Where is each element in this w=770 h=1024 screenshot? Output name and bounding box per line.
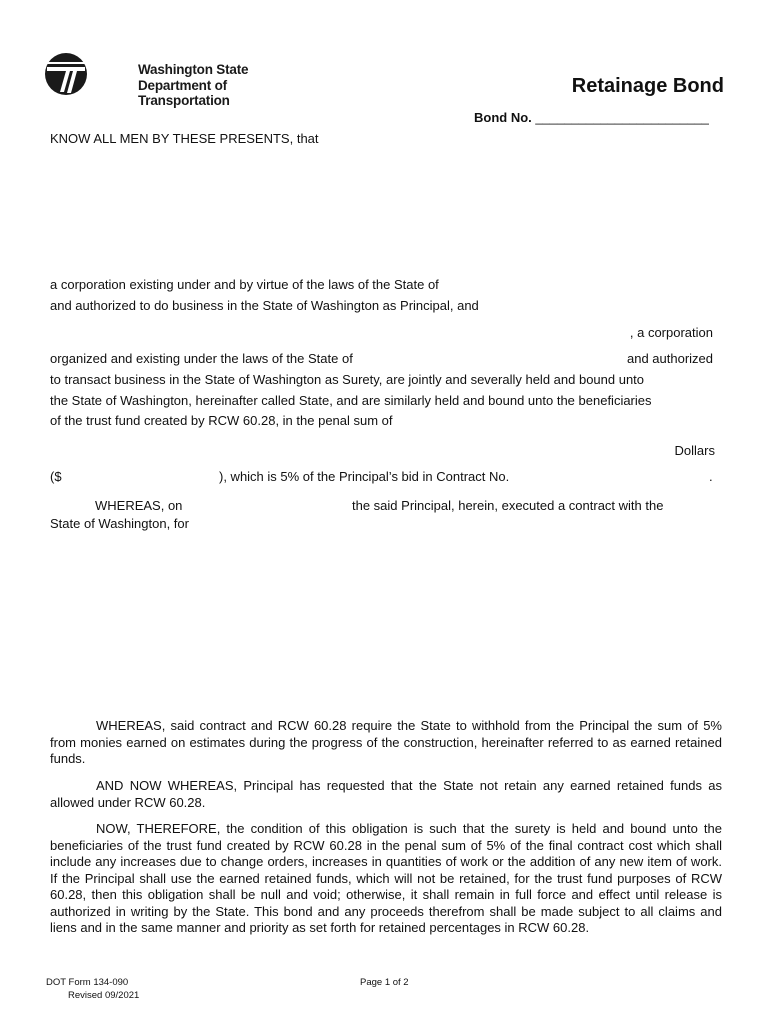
bond-no-blank: ________________________ — [535, 110, 709, 125]
andnow-text: AND NOW WHEREAS, Principal has requested that the State not retain any earned retained funds as allowed under RCW 60.28. — [50, 778, 722, 810]
page-title: Retainage Bond — [571, 75, 724, 97]
intro-text: KNOW ALL MEN BY THESE PRESENTS, that — [50, 131, 319, 146]
agency-line2: Department of Transportation — [138, 78, 230, 108]
andnow-paragraph — [50, 778, 722, 811]
wsdot-logo-icon — [44, 52, 88, 96]
whereas1-right: the said Principal, herein, executed a contract with the — [352, 498, 664, 513]
bond-no-field[interactable] — [474, 110, 709, 126]
surety-line4: of the trust fund created by RCW 60.28, in the penal sum of — [50, 413, 393, 428]
therefore-text: NOW, THEREFORE, the condition of this obligation is such that the surety is held and bound unto the beneficiaries of the trust fund created by RCW 60.28 in the penal sum of 5% of the final contract cost which shall include any increases due to change orders, increases in quantities of work or the addition of any new item of work. If the Principal shall use the earned retained funds, which will not be retained, for the trust fund purposes of RCW 60.28, then this obligation shall be null and void; otherwise, it shall remain in full force and effect until release is authorized in writing by the State. This bond and any proceeds therefrom shall be made subject to all claims and liens and in the same manner and priority as set forth for retained percentages in RCW 60.28. — [50, 821, 722, 935]
surety-line2: to transact business in the State of Washington as Surety, are jointly and severally held and bound unto — [50, 372, 645, 387]
whereas2-text: WHEREAS, said contract and RCW 60.28 require the State to withhold from the Principal the sum of 5% from monies earned on estimates during the progress of the construction, hereinafter referred to as earned retained funds. — [50, 718, 722, 766]
dollars-label: Dollars — [674, 443, 715, 458]
surety-line1-right: and authorized — [626, 351, 713, 366]
agency-line1: Washington State — [138, 62, 249, 77]
therefore-paragraph — [50, 821, 722, 937]
surety-line1-left: organized and existing under the laws of the State of — [50, 351, 353, 366]
bond-no-label: Bond No. — [474, 110, 532, 125]
whereas1-line2: State of Washington, for — [50, 516, 189, 531]
whereas2-paragraph — [50, 718, 722, 768]
form-revised: Revised 09/2021 — [68, 990, 140, 1001]
surety-line3: the State of Washington, hereinafter called State, and are similarly held and bound unto the beneficiaries — [50, 393, 652, 408]
amount-text: ), which is 5% of the Principal’s bid in Contract No. — [219, 469, 510, 484]
surety-corporation: , a corporation — [629, 325, 713, 340]
amount-period: . — [709, 469, 713, 484]
corp-line1: a corporation existing under and by virtue of the laws of the State of — [50, 277, 439, 292]
wsdot-logo — [44, 52, 304, 108]
page-number: Page 1 of 2 — [360, 977, 409, 988]
whereas1-left: WHEREAS, on — [95, 498, 183, 513]
amount-open: ($ — [50, 469, 62, 484]
form-number: DOT Form 134-090 — [46, 977, 129, 988]
corp-line2: and authorized to do business in the State of Washington as Principal, and — [50, 298, 479, 313]
